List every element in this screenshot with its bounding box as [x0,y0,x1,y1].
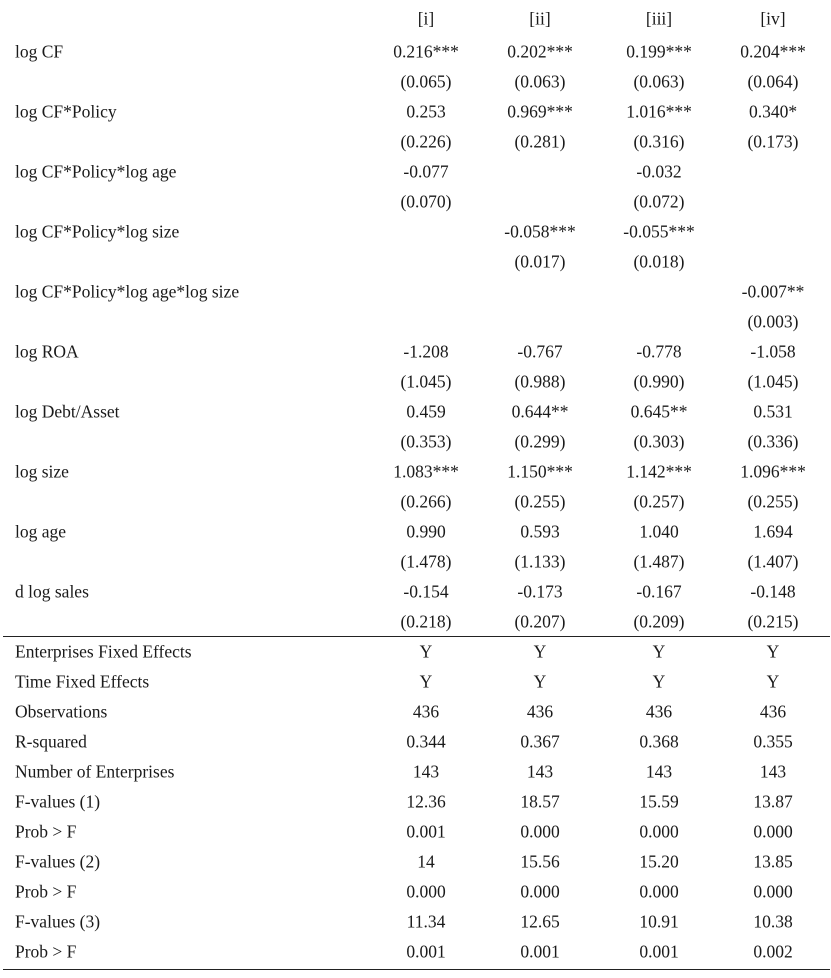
column-header: [i] [417,7,435,28]
statistics-section [0,637,831,967]
table-row [0,607,831,637]
table-cell: -0.055*** [623,221,695,242]
table-row [0,517,831,547]
table-cell: 0.459 [406,401,446,422]
table-cell: -0.007** [741,281,805,302]
table-cell: -0.173 [517,581,563,602]
table-row [0,907,831,937]
table-cell: (0.063) [633,71,685,92]
row-label: Observations [15,701,108,722]
table-cell: (0.065) [400,71,452,92]
table-cell: 0.355 [753,731,793,752]
column-header: [iii] [645,7,673,28]
table-row [0,397,831,427]
table-row [0,307,831,337]
table-cell: Y [766,641,780,662]
row-label: log age [15,521,67,542]
table-row [0,697,831,727]
table-row [0,547,831,577]
table-cell: (0.299) [514,431,566,452]
table-cell: (0.226) [400,131,452,152]
table-cell: 0.000 [406,881,446,902]
table-cell: (0.064) [747,71,799,92]
table-cell: 0.202*** [507,41,573,62]
table-cell: (1.478) [400,551,452,572]
table-cell: -0.154 [403,581,449,602]
table-cell: 0.000 [520,881,560,902]
table-cell: (0.173) [747,131,799,152]
table-cell: 0.531 [753,401,793,422]
column-header: [iv] [760,7,786,28]
table-cell: 12.36 [406,791,446,812]
table-cell: (0.353) [400,431,452,452]
table-cell: Y [533,671,547,692]
table-row [0,427,831,457]
table-cell: -0.032 [636,161,682,182]
table-cell: 436 [645,701,673,722]
table-cell: (0.990) [633,371,685,392]
table-cell: -0.148 [750,581,796,602]
column-header: [ii] [529,7,551,28]
row-label: log CF*Policy*log size [15,221,180,242]
row-label: log size [15,461,69,482]
row-label: Prob > F [15,941,77,962]
table-cell: (0.018) [633,251,685,272]
table-cell: 1.083*** [393,461,459,482]
table-cell: Y [652,641,666,662]
table-cell: 0.000 [520,821,560,842]
table-cell: -0.767 [517,341,563,362]
table-cell: (0.209) [633,611,685,632]
table-cell: 0.645** [630,401,688,422]
table-cell: 1.096*** [740,461,806,482]
table-cell: 0.204*** [740,41,806,62]
table-cell: 0.000 [639,821,679,842]
table-cell: 0.000 [639,881,679,902]
row-label: F-values (2) [15,851,101,872]
table-cell: -0.058*** [504,221,576,242]
row-label: Enterprises Fixed Effects [15,641,192,662]
table-cell: (1.133) [514,551,566,572]
table-row [0,937,831,967]
table-cell: 1.142*** [626,461,692,482]
table-cell: (0.255) [514,491,566,512]
table-cell: (0.257) [633,491,685,512]
table-cell: -0.778 [636,341,682,362]
table-cell: Y [419,671,433,692]
table-cell: 10.38 [753,911,793,932]
table-cell: 436 [526,701,554,722]
table-cell: -0.167 [636,581,682,602]
table-cell: (0.218) [400,611,452,632]
table-cell: 143 [526,761,554,782]
table-row [0,877,831,907]
row-label: F-values (3) [15,911,101,932]
table-row [0,487,831,517]
table-cell: 0.001 [520,941,560,962]
table-cell: (0.207) [514,611,566,632]
table-cell: (0.303) [633,431,685,452]
table-row [0,187,831,217]
table-cell: 0.644** [511,401,569,422]
bottom-rule [3,969,830,970]
table-cell: 1.016*** [626,101,692,122]
table-cell: 13.87 [753,791,793,812]
table-cell: 0.000 [753,821,793,842]
table-cell: 0.001 [406,821,446,842]
row-label: log CF*Policy*log age [15,161,177,182]
row-label: d log sales [15,581,89,602]
table-cell: (0.072) [633,191,685,212]
table-cell: 143 [759,761,787,782]
table-row [0,847,831,877]
table-cell: 0.216*** [393,41,459,62]
row-label: F-values (1) [15,791,101,812]
table-cell: 0.253 [406,101,446,122]
table-cell: -1.058 [750,341,796,362]
table-cell: 1.040 [639,521,679,542]
table-cell: (0.003) [747,311,799,332]
table-cell: 14 [417,851,435,872]
row-label: Prob > F [15,881,77,902]
table-cell: 1.150*** [507,461,573,482]
table-cell: 0.002 [753,941,793,962]
table-cell: (0.988) [514,371,566,392]
table-row [0,367,831,397]
row-label: Time Fixed Effects [15,671,150,692]
table-cell: 0.990 [406,521,446,542]
table-cell: (0.063) [514,71,566,92]
table-row [0,817,831,847]
table-cell: 12.65 [520,911,560,932]
table-cell: 0.593 [520,521,560,542]
table-row [0,577,831,607]
table-cell: 0.000 [753,881,793,902]
table-cell: 0.344 [406,731,446,752]
table-cell: Y [652,671,666,692]
table-row [0,217,831,247]
table-cell: 18.57 [520,791,560,812]
table-row [0,667,831,697]
table-cell: 0.001 [406,941,446,962]
table-cell: Y [419,641,433,662]
table-cell: 0.199*** [626,41,692,62]
table-cell: (0.266) [400,491,452,512]
table-cell: (0.255) [747,491,799,512]
table-cell: (0.070) [400,191,452,212]
table-cell: (0.215) [747,611,799,632]
table-row [0,637,831,667]
row-label: Prob > F [15,821,77,842]
table-row [0,67,831,97]
table-cell: (1.407) [747,551,799,572]
table-cell: 10.91 [639,911,679,932]
table-cell: 0.368 [639,731,679,752]
row-label: log CF*Policy [15,101,117,122]
table-row [0,457,831,487]
table-cell: Y [766,671,780,692]
row-label: log ROA [15,341,79,362]
table-cell: (0.017) [514,251,566,272]
table-row [0,157,831,187]
table-row [0,277,831,307]
table-cell: 436 [759,701,787,722]
table-cell: 143 [645,761,673,782]
table-cell: (0.316) [633,131,685,152]
table-row [0,37,831,67]
table-row [0,247,831,277]
table-row [0,757,831,787]
coefficient-section [0,37,831,637]
table-row [0,727,831,757]
table-cell: (0.281) [514,131,566,152]
table-cell: (1.487) [633,551,685,572]
row-label: log CF*Policy*log age*log size [15,281,240,302]
table-cell: 15.20 [639,851,679,872]
table-cell: 15.59 [639,791,679,812]
table-row [0,337,831,367]
table-cell: 436 [412,701,440,722]
table-cell: 0.001 [639,941,679,962]
table-cell: 0.340* [748,101,798,122]
row-label: log Debt/Asset [15,401,120,422]
table-cell: 13.85 [753,851,793,872]
table-row [0,97,831,127]
table-row [0,127,831,157]
column-header-row [0,0,831,37]
table-cell: -0.077 [403,161,449,182]
table-cell: (1.045) [400,371,452,392]
table-cell: 1.694 [753,521,793,542]
table-cell: 143 [412,761,440,782]
table-cell: 15.56 [520,851,560,872]
table-cell: 0.969*** [507,101,573,122]
row-label: R-squared [15,731,87,752]
table-cell: 11.34 [406,911,446,932]
table-cell: (0.336) [747,431,799,452]
table-row [0,787,831,817]
row-label: log CF [15,41,64,62]
table-cell: 0.367 [520,731,560,752]
row-label: Number of Enterprises [15,761,175,782]
table-cell: (1.045) [747,371,799,392]
table-cell: Y [533,641,547,662]
table-cell: -1.208 [403,341,449,362]
